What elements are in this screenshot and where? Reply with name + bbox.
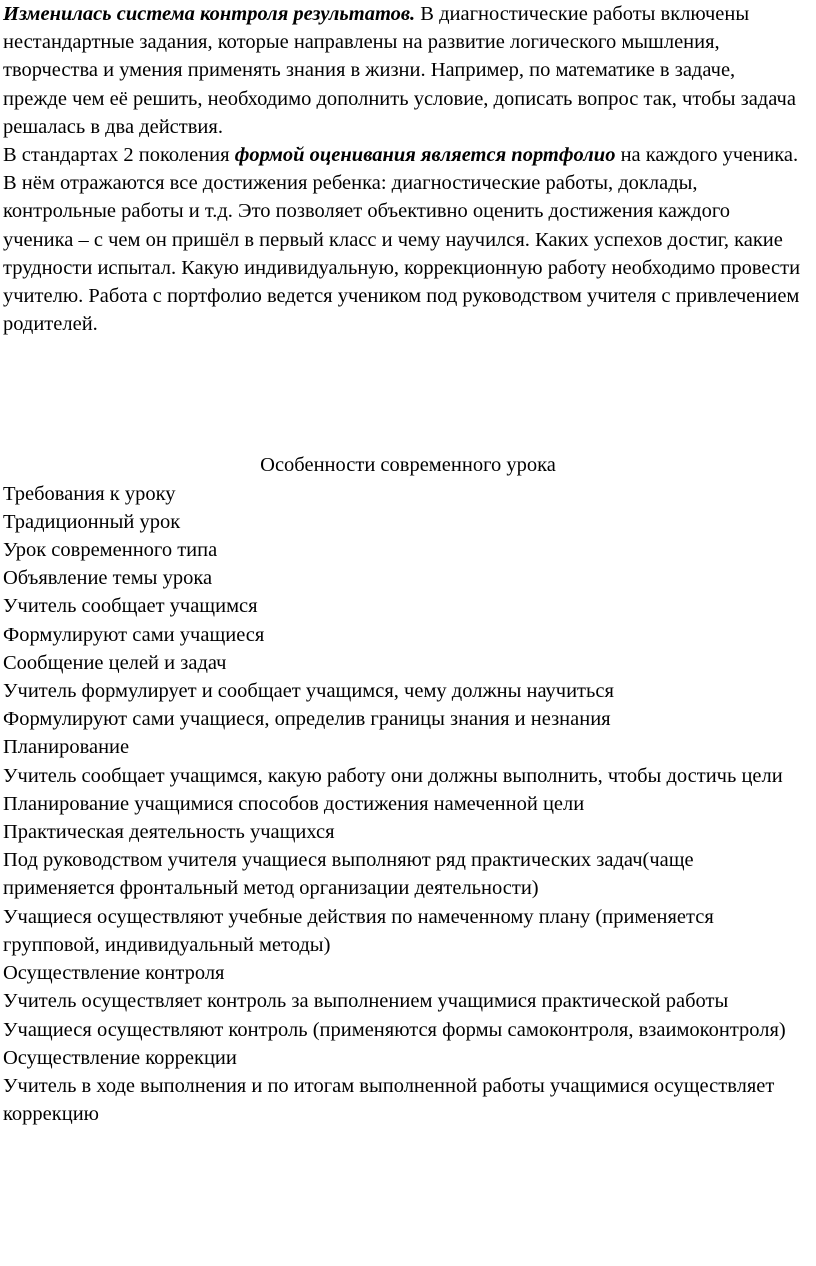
list-line: Учитель осуществляет контроль за выполнением учащимися практической работы <box>3 990 729 1013</box>
list-line: Осуществление коррекции <box>3 1046 237 1069</box>
intro-p1-bold-lead: Изменилась система контроля результатов. <box>3 3 416 25</box>
list-line: Учитель формулирует и сообщает учащимся, чему должны научиться <box>3 680 614 703</box>
list-line: Учащиеся осуществляют учебные действия по намеченному плану (применяется групповой, индивидуальный методы) <box>3 905 714 956</box>
lesson-features-list <box>3 480 803 1129</box>
list-line: Формулируют сами учащиеся, определив границы знания и незнания <box>3 708 611 731</box>
list-line: Учащиеся осуществляют контроль (применяются формы самоконтроля, взаимоконтроля) <box>3 1018 786 1041</box>
intro-p2-after: на каждого ученика. В нём отражаются все достижения ребенка: диагностические работы, доклады, контрольные работы и т.д. Это позволяет объективно оценить достижения каждого ученика – с чем он пришёл в первый класс и чему научился. Каких успехов достиг, какие трудности испытал. Какую индивидуальную, коррекционную работу необходимо провести учителю. Работа с портфолио ведется учеником под руководством учителя с привлечением родителей. <box>3 144 801 336</box>
intro-p2-before: В стандартах 2 поколения <box>3 144 235 167</box>
list-line: Традиционный урок <box>3 510 181 533</box>
document-page <box>3 0 803 1128</box>
list-line: Объявление темы урока <box>3 567 213 590</box>
list-line: Под руководством учителя учащиеся выполняют ряд практических задач(чаще применяется фронтальный метод организации деятельности) <box>3 849 694 900</box>
list-line: Планирование учащимися способов достижения намеченной цели <box>3 792 585 815</box>
intro-p2-bold-phrase: формой оценивания является портфолио <box>234 144 616 167</box>
list-line: Учитель в ходе выполнения и по итогам выполненной работы учащимися осуществляет коррекцию <box>3 1074 775 1126</box>
list-line: Планирование <box>3 736 130 759</box>
list-line: Учитель сообщает учащимся <box>3 595 258 618</box>
list-line: Практическая деятельность учащихся <box>3 821 335 844</box>
list-line: Формулируют сами учащиеся <box>3 623 265 646</box>
list-line: Учитель сообщает учащимся, какую работу они должны выполнить, чтобы достичь цели <box>3 764 783 787</box>
blank-space <box>3 338 803 451</box>
intro-paragraph-2 <box>3 141 803 338</box>
list-line: Сообщение целей и задач <box>3 651 227 674</box>
list-line: Осуществление контроля <box>3 962 225 985</box>
intro-p1-text: В диагностические работы включены нестандартные задания, которые направлены на развитие логического мышления, творчества и умения применять знания в жизни. Например, по математике в задаче, прежде чем её решить, необходимо дополнить условие, дописать вопрос так, чтобы задача решалась в два действия. <box>3 3 796 138</box>
list-line: Требования к уроку <box>3 482 176 505</box>
list-line: Урок современного типа <box>3 539 218 562</box>
intro-paragraph-1 <box>3 0 803 141</box>
section-title: Особенности современного урока <box>260 454 556 477</box>
